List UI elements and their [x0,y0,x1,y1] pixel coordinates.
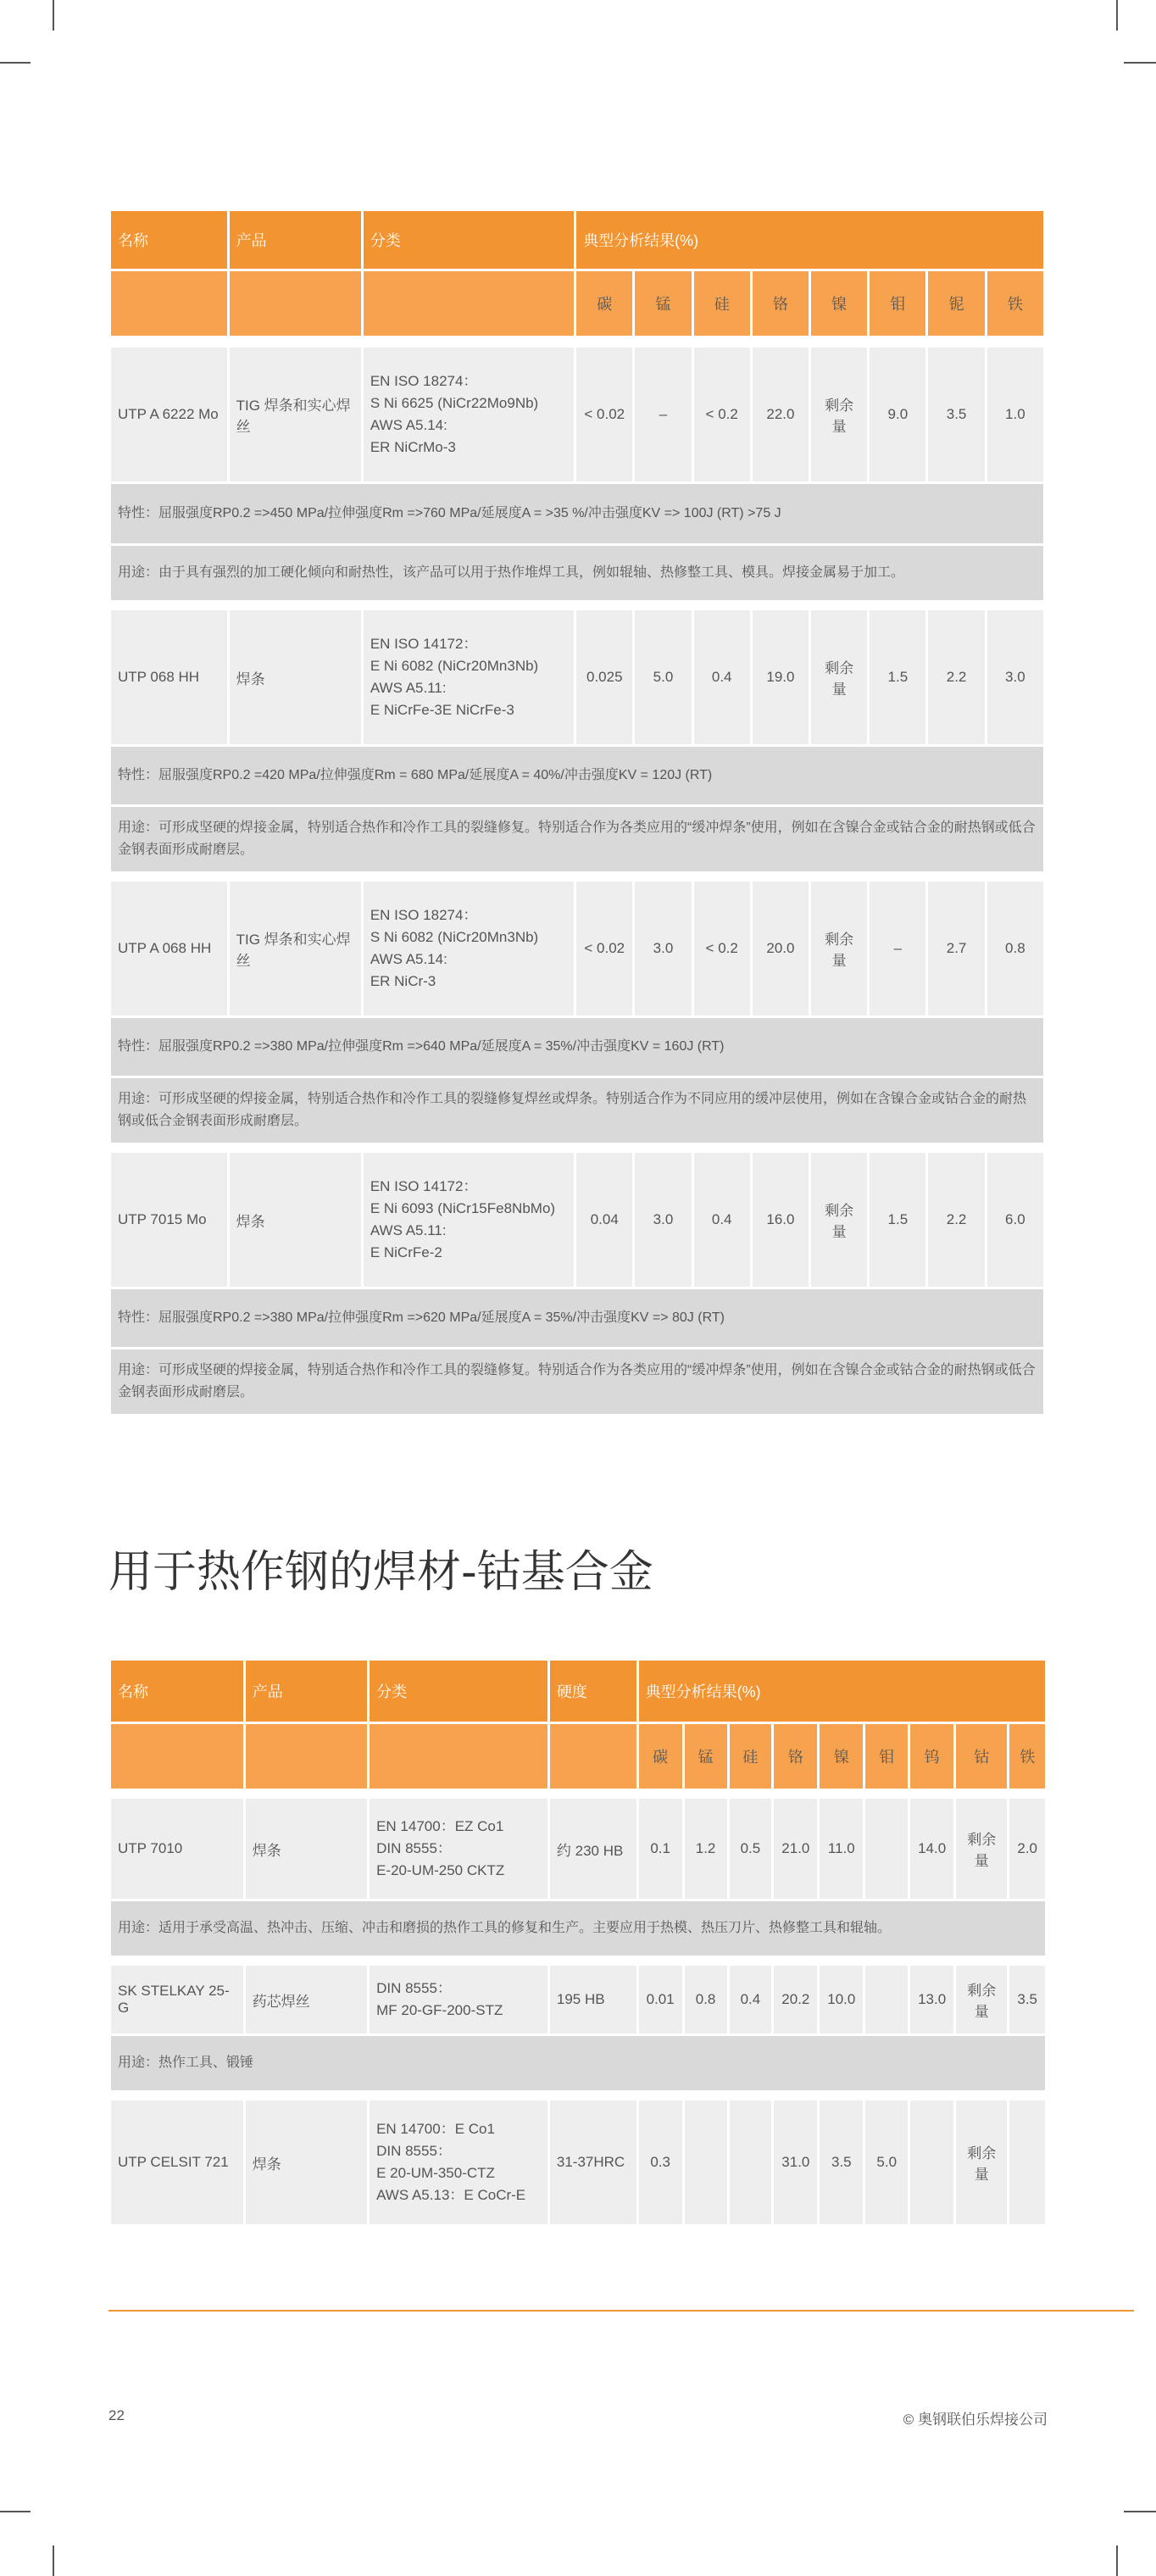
crop-mark [53,0,54,31]
header-analysis: 典型分析结果(%) [576,211,1043,269]
class-line: AWS A5.14: [370,417,447,433]
product-name: UTP 068 HH [111,610,227,744]
element-mn: 锰 [685,1724,727,1789]
element-nb: 铌 [928,271,984,336]
value-ni: 11.0 [820,1799,863,1899]
value-mn: 3.0 [635,1153,691,1287]
element-mn: 锰 [635,271,691,336]
value-si [730,2100,772,2224]
class-line: E Ni 6093 (NiCr15Fe8NbMo) [370,1200,556,1216]
value-w [910,2100,953,2224]
value-w: 14.0 [910,1799,953,1899]
product-name: UTP CELSIT 721 [111,2100,243,2224]
class-line: E NiCrFe-3E NiCrFe-3 [370,702,514,718]
value-mo: 5.0 [865,2100,908,2224]
value-mn: 5.0 [635,610,691,744]
value-mn: 0.8 [685,1966,727,2034]
header-analysis: 典型分析结果(%) [639,1661,1045,1722]
header-classification: 分类 [364,211,574,269]
value-cr: 21.0 [774,1799,817,1899]
class-line: EN ISO 14172： [370,1178,478,1194]
element-si: 硅 [694,271,750,336]
table-nickel-alloys [108,209,1046,1416]
element-ni: 镍 [811,271,867,336]
value-cr: 31.0 [774,2100,817,2224]
classification [364,882,574,1015]
classification [370,2100,547,2224]
value-si: 0.5 [730,1799,772,1899]
product-name: UTP 7015 Mo [111,1153,227,1287]
value-fe: 3.5 [1009,1966,1045,2034]
element-mo: 钼 [870,271,925,336]
value-mo [865,1966,908,2034]
value-mo: 1.5 [870,1153,925,1287]
classification [364,348,574,481]
subheader-empty [111,1724,243,1789]
element-mo: 钼 [865,1724,908,1789]
value-fe: 2.0 [1009,1799,1045,1899]
usage-note: 用途：可形成坚硬的焊接金属，特别适合热作和冷作工具的裂缝修复。特别适合作为各类应用的“缓冲焊条”使用，例如在含镍合金或钴合金的耐热钢或低合金钢表面形成耐磨层。 [111,1349,1043,1414]
product-type: 焊条 [230,1153,361,1287]
class-line: AWS A5.11: [370,1222,447,1238]
value-c: 0.01 [639,1966,682,2034]
value-ni: 10.0 [820,1966,863,2034]
crop-mark [1116,0,1118,31]
class-line: EN ISO 18274： [370,907,478,923]
value-si: 0.4 [730,1966,772,2034]
product-type: TIG 焊条和实心焊丝 [230,348,361,481]
value-ni: 剩余量 [811,882,867,1015]
value-c: < 0.02 [576,348,632,481]
value-cr: 22.0 [753,348,809,481]
class-line: AWS A5.11: [370,680,447,696]
value-mo: 1.5 [870,610,925,744]
properties-note: 特性：屈服强度RP0.2 =>380 MPa/拉伸强度Rm =>640 MPa/延展度A = 35%/冲击强度KV = 160J (RT) [111,1018,1043,1076]
class-line: S Ni 6625 (NiCr22Mo9Nb) [370,395,539,411]
value-si: 0.4 [694,1153,750,1287]
product-type: 药芯焊丝 [246,1966,367,2034]
class-line: EN 14700：EZ Co1 [376,1818,504,1834]
element-w: 钨 [910,1724,953,1789]
value-mn [685,2100,727,2224]
usage-note: 用途：适用于承受高温、热冲击、压缩、冲击和磨损的热作工具的修复和生产。主要应用于热模、热压刀片、热修整工具和辊轴。 [111,1901,1045,1956]
value-c: 0.3 [639,2100,682,2224]
value-c: < 0.02 [576,882,632,1015]
value-co: 剩余量 [956,1799,1007,1899]
class-line: EN ISO 14172： [370,636,478,652]
usage-note: 用途：可形成坚硬的焊接金属，特别适合热作和冷作工具的裂缝修复。特别适合作为各类应用的“缓冲焊条”使用，例如在含镍合金或钴合金的耐热钢或低合金钢表面形成耐磨层。 [111,807,1043,871]
class-line: E Ni 6082 (NiCr20Mn3Nb) [370,658,539,674]
product-type: 焊条 [230,610,361,744]
value-fe: 0.8 [987,882,1043,1015]
header-hardness: 硬度 [550,1661,636,1722]
crop-mark [1124,62,1156,64]
value-ni: 剩余量 [811,348,867,481]
element-co: 钴 [956,1724,1007,1789]
value-c: 0.1 [639,1799,682,1899]
crop-mark [1124,2511,1156,2512]
value-c: 0.025 [576,610,632,744]
class-line: DIN 8555： [376,1980,452,1996]
value-si: < 0.2 [694,348,750,481]
header-product: 产品 [246,1661,367,1722]
value-cr: 20.2 [774,1966,817,2034]
properties-note: 特性：屈服强度RP0.2 =>380 MPa/拉伸强度Rm =>620 MPa/延展度A = 35%/冲击强度KV => 80J (RT) [111,1289,1043,1347]
classification [370,1966,547,2034]
value-fe: 1.0 [987,348,1043,481]
subheader-empty [230,271,361,336]
class-line: MF 20-GF-200-STZ [376,2002,503,2018]
element-fe: 铁 [1009,1724,1045,1789]
crop-mark [53,2545,54,2576]
usage-note: 用途：可形成坚硬的焊接金属，特别适合热作和冷作工具的裂缝修复焊丝或焊条。特别适合作为不同应用的缓冲层使用，例如在含镍合金或钴合金的耐热钢或低合金钢表面形成耐磨层。 [111,1078,1043,1143]
value-si: < 0.2 [694,882,750,1015]
section-title: 用于热作钢的焊材-钴基合金 [108,1547,653,1598]
subheader-empty [550,1724,636,1789]
element-c: 碳 [639,1724,682,1789]
value-cr: 16.0 [753,1153,809,1287]
properties-note: 特性：屈服强度RP0.2 =420 MPa/拉伸强度Rm = 680 MPa/延展度A = 40%/冲击强度KV = 120J (RT) [111,747,1043,804]
value-nb: 3.5 [928,348,984,481]
class-line: DIN 8555： [376,1840,452,1856]
product-name: UTP A 068 HH [111,882,227,1015]
class-line: EN 14700：E Co1 [376,2121,495,2137]
page-number: 22 [108,2407,125,2423]
value-nb: 2.2 [928,1153,984,1287]
header-product: 产品 [230,211,361,269]
value-cr: 20.0 [753,882,809,1015]
classification [370,1799,547,1899]
value-fe: 3.0 [987,610,1043,744]
classification [364,610,574,744]
footer-divider [108,2310,1134,2312]
product-type: TIG 焊条和实心焊丝 [230,882,361,1015]
value-fe: 6.0 [987,1153,1043,1287]
header-name: 名称 [111,1661,243,1722]
element-cr: 铬 [774,1724,817,1789]
value-ni: 3.5 [820,2100,863,2224]
table-cobalt-alloys [108,1658,1048,2227]
value-mo: 9.0 [870,348,925,481]
class-line: E 20-UM-350-CTZ [376,2165,495,2181]
product-type: 焊条 [246,1799,367,1899]
value-co: 剩余量 [956,2100,1007,2224]
element-fe: 铁 [987,271,1043,336]
class-line: E NiCrFe-2 [370,1244,442,1260]
subheader-empty [246,1724,367,1789]
subheader-empty [111,271,227,336]
product-name: UTP 7010 [111,1799,243,1899]
product-name: SK STELKAY 25-G [111,1966,243,2034]
value-nb: 2.2 [928,610,984,744]
value-nb: 2.7 [928,882,984,1015]
header-name: 名称 [111,211,227,269]
value-mn: 1.2 [685,1799,727,1899]
usage-note: 用途：热作工具、锻锤 [111,2036,1045,2090]
value-mo: – [870,882,925,1015]
value-cr: 19.0 [753,610,809,744]
value-mn: – [635,348,691,481]
company-credit: © 奥钢联伯乐焊接公司 [903,2412,1048,2428]
value-si: 0.4 [694,610,750,744]
crop-mark [0,62,31,64]
product-type: 焊条 [246,2100,367,2224]
hardness: 约 230 HB [550,1799,636,1899]
class-line: DIN 8555： [376,2143,452,2159]
element-cr: 铬 [753,271,809,336]
subheader-empty [370,1724,547,1789]
usage-note: 用途：由于具有强烈的加工硬化倾向和耐热性，该产品可以用于热作堆焊工具，例如辊轴、热修整工具、模具。焊接金属易于加工。 [111,546,1043,600]
class-line: S Ni 6082 (NiCr20Mn3Nb) [370,929,539,945]
subheader-empty [364,271,574,336]
class-line: AWS A5.13：E CoCr-E [376,2187,526,2203]
product-name: UTP A 6222 Mo [111,348,227,481]
value-c: 0.04 [576,1153,632,1287]
header-classification: 分类 [370,1661,547,1722]
element-ni: 镍 [820,1724,863,1789]
crop-mark [0,2511,31,2512]
element-c: 碳 [576,271,632,336]
value-ni: 剩余量 [811,1153,867,1287]
value-w: 13.0 [910,1966,953,2034]
value-fe [1009,2100,1045,2224]
properties-note: 特性：屈服强度RP0.2 =>450 MPa/拉伸强度Rm =>760 MPa/延展度A = >35 %/冲击强度KV => 100J (RT) >75 J [111,484,1043,543]
value-mo [865,1799,908,1899]
class-line: ER NiCr-3 [370,973,436,989]
classification [364,1153,574,1287]
crop-mark [1116,2545,1118,2576]
value-co: 剩余量 [956,1966,1007,2034]
hardness: 195 HB [550,1966,636,2034]
class-line: AWS A5.14: [370,951,447,967]
class-line: ER NiCrMo-3 [370,439,456,455]
hardness: 31-37HRC [550,2100,636,2224]
value-ni: 剩余量 [811,610,867,744]
element-si: 硅 [730,1724,772,1789]
class-line: EN ISO 18274： [370,373,478,389]
class-line: E-20-UM-250 CKTZ [376,1862,505,1878]
value-mn: 3.0 [635,882,691,1015]
